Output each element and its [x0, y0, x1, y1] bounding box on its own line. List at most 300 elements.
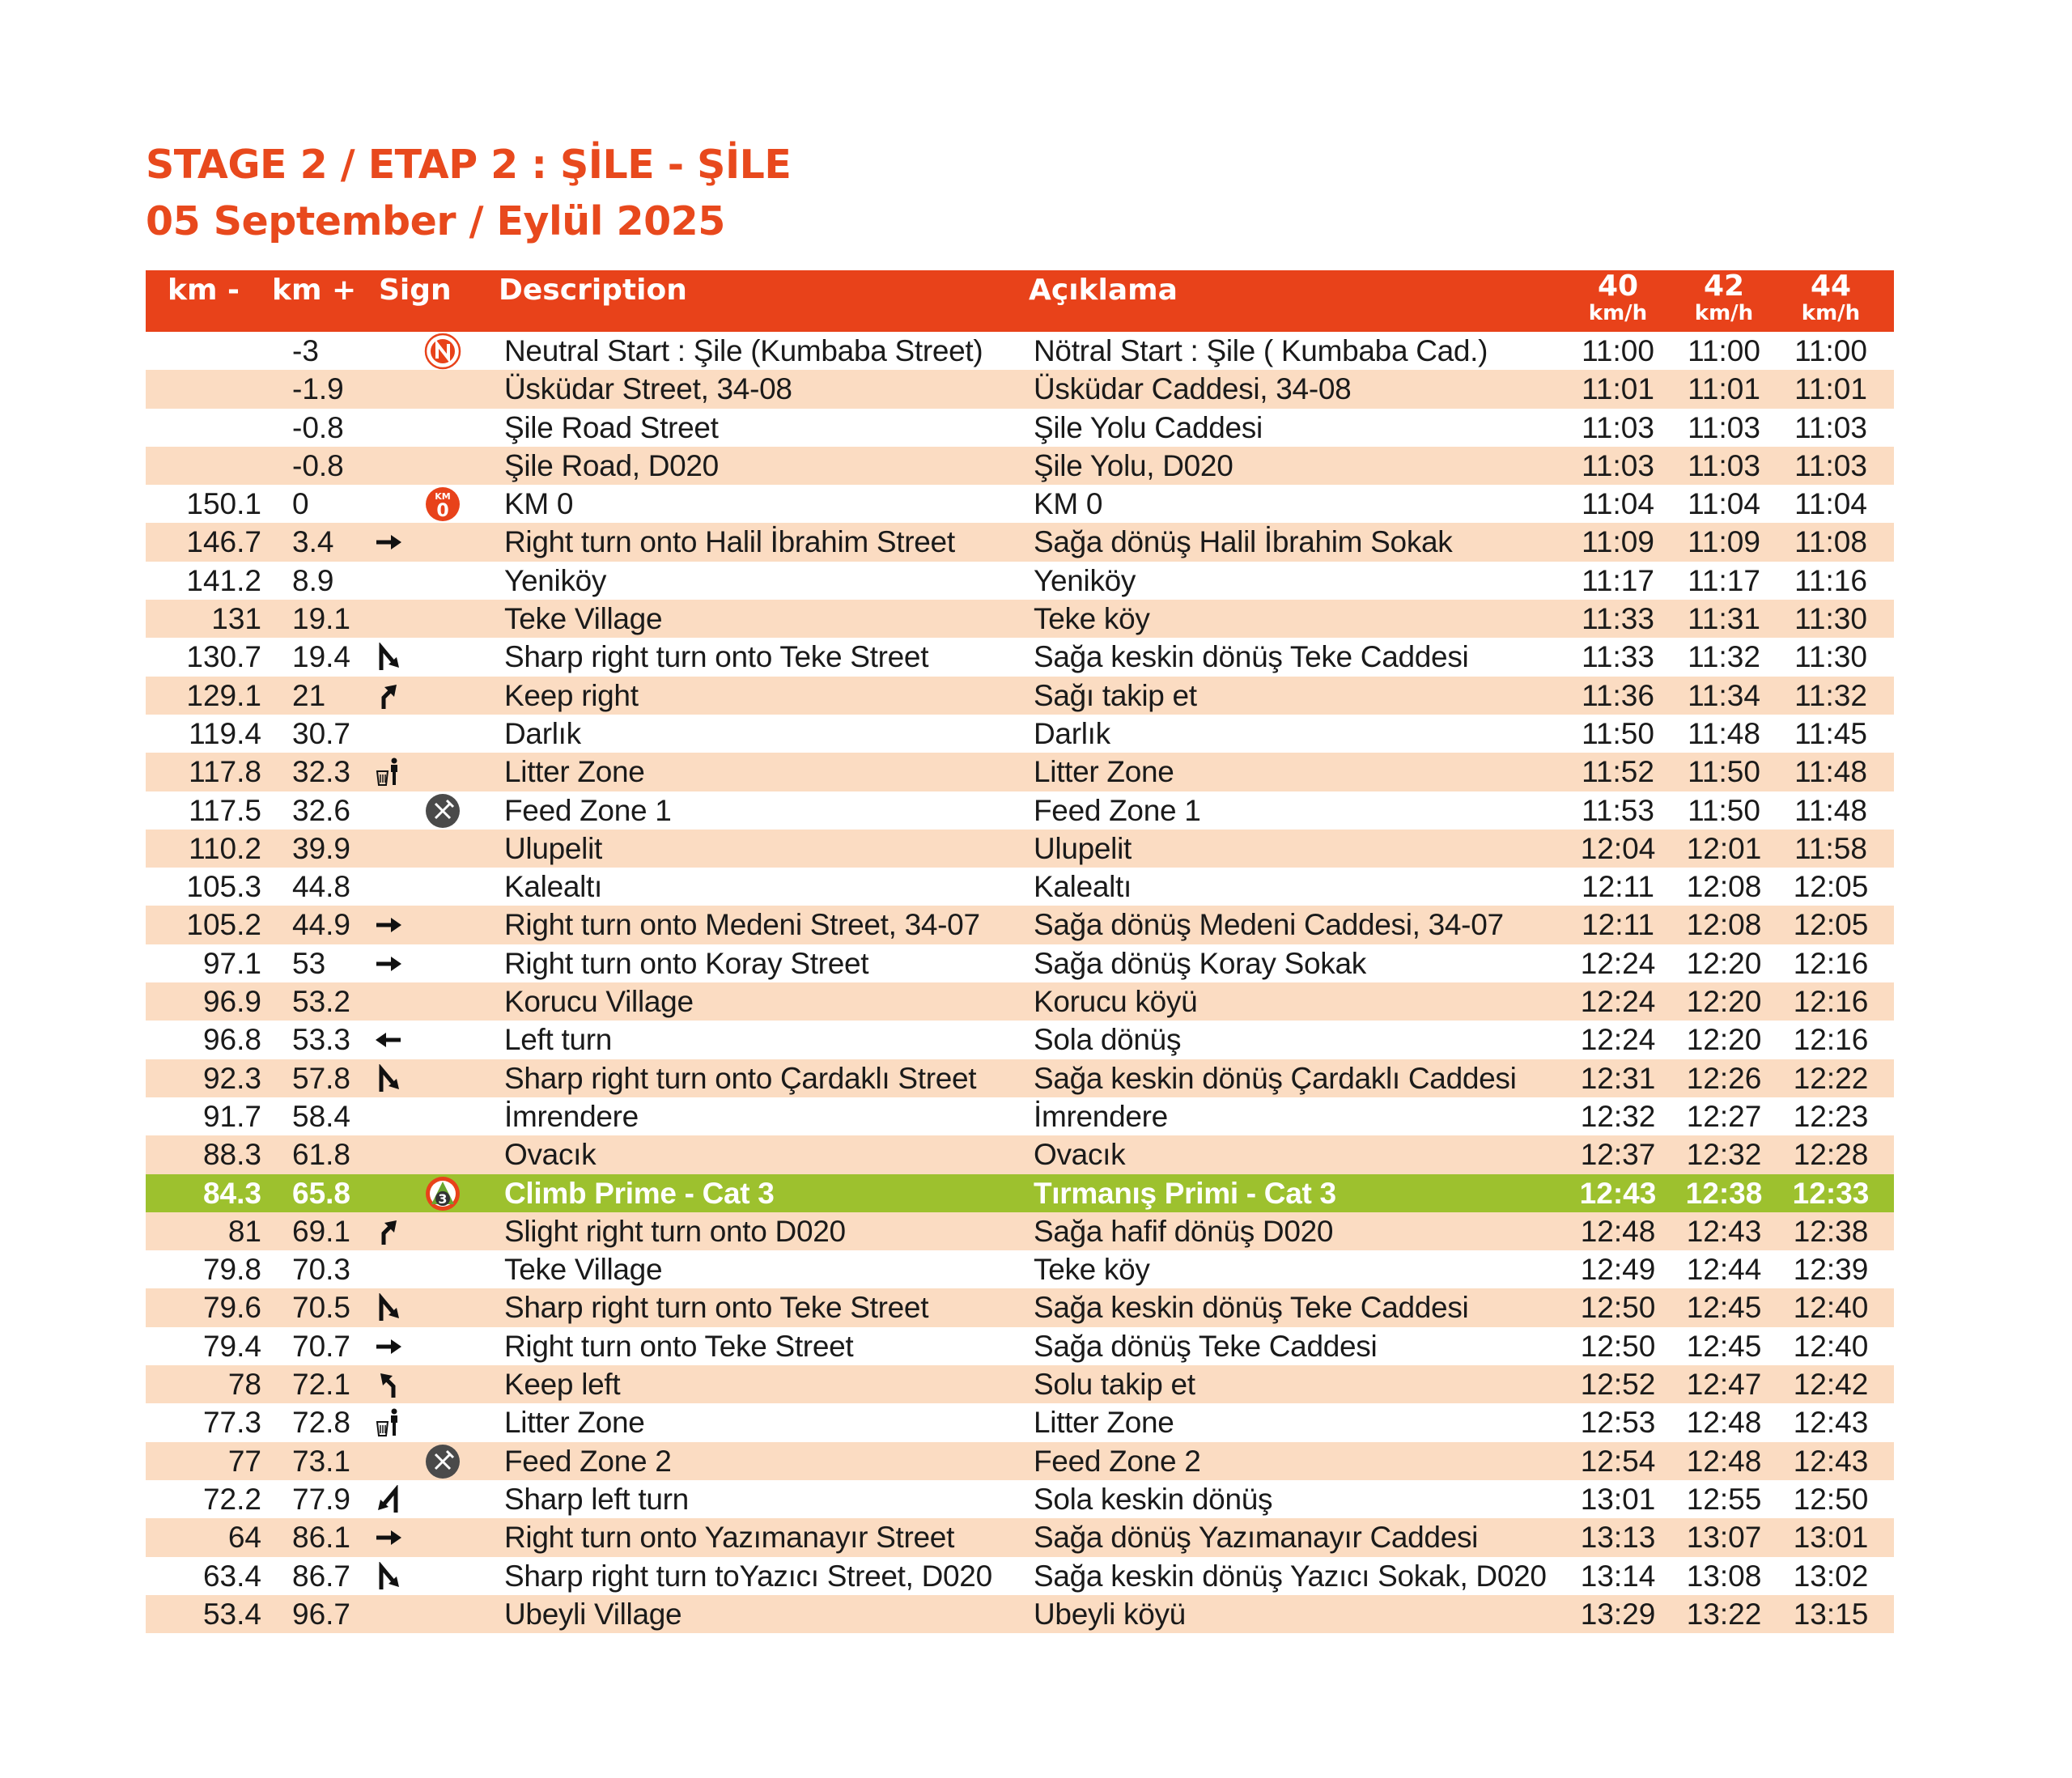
km-minus-cell: 91.7 [202, 1099, 261, 1133]
aciklama-cell: Sağa keskin dönüş Teke Caddesi [1034, 1291, 1469, 1325]
table-row [146, 1557, 1894, 1595]
sign-cell [374, 1518, 456, 1556]
header-speed-42 [1667, 269, 1781, 325]
sign-cell [374, 1403, 456, 1441]
time-44-cell: 12:38 [1793, 1214, 1869, 1248]
aciklama-cell: Teke köy [1034, 602, 1150, 636]
km-plus-cell: 32.6 [292, 793, 351, 827]
km-plus-cell: 8.9 [292, 563, 334, 597]
time-40-cell: 11:03 [1582, 410, 1654, 444]
table-row [146, 600, 1894, 638]
time-42-cell: 12:20 [1686, 985, 1762, 1019]
description-cell: Left turn [504, 1023, 613, 1057]
time-42-cell: 11:09 [1688, 525, 1760, 559]
km-plus-cell: 44.8 [292, 870, 351, 904]
time-40-cell: 12:11 [1582, 870, 1654, 904]
sign-cell [374, 332, 456, 370]
time-42-cell: 12:43 [1686, 1214, 1762, 1248]
description-cell: Yeniköy [504, 563, 607, 597]
km-minus-cell: 105.2 [186, 908, 261, 942]
aciklama-cell: Şile Yolu Caddesi [1034, 410, 1263, 444]
table-row [146, 830, 1894, 868]
aciklama-cell: Sağa keskin dönüş Çardaklı Caddesi [1034, 1061, 1517, 1095]
neutral-badge-icon [424, 333, 461, 370]
time-40-cell: 11:01 [1582, 372, 1654, 406]
km-plus-cell: -0.8 [292, 410, 344, 444]
sign-cell [374, 1327, 456, 1365]
time-40-cell: 12:24 [1580, 946, 1656, 980]
km-plus-cell: 86.7 [292, 1559, 351, 1593]
km-plus-cell: -3 [292, 334, 319, 367]
header-sign: Sign [379, 274, 452, 307]
time-40-cell: 13:01 [1580, 1482, 1656, 1516]
time-44-cell: 11:32 [1794, 678, 1867, 712]
time-40-cell: 13:14 [1580, 1559, 1656, 1593]
table-row [146, 677, 1894, 715]
sign-cell [374, 562, 456, 600]
time-44-cell: 12:43 [1793, 1444, 1869, 1478]
time-44-cell: 12:05 [1793, 908, 1869, 942]
km-minus-cell: 92.3 [202, 1061, 261, 1095]
aciklama-cell: Kalealtı [1034, 870, 1132, 904]
sharp-right-icon [374, 1064, 403, 1093]
km-minus-cell: 79.8 [202, 1253, 261, 1287]
sign-cell [374, 906, 456, 944]
aciklama-cell: Sağa dönüş Koray Sokak [1034, 946, 1366, 980]
km-plus-cell: 44.9 [292, 908, 351, 942]
description-cell: Slight right turn onto D020 [504, 1214, 846, 1248]
sign-cell [374, 753, 456, 791]
left-icon [374, 1025, 403, 1054]
table-body [146, 332, 1894, 1633]
keep-right-icon [374, 681, 403, 711]
table-row [146, 868, 1894, 906]
time-44-cell: 13:01 [1793, 1521, 1869, 1555]
description-cell: Sharp right turn onto Çardaklı Street [504, 1061, 977, 1095]
description-cell: Litter Zone [504, 1406, 645, 1440]
time-42-cell: 12:08 [1686, 908, 1762, 942]
aciklama-cell: KM 0 [1034, 487, 1103, 521]
sign-cell [374, 370, 456, 408]
sign-cell [374, 1557, 456, 1595]
table-row [146, 982, 1894, 1021]
table-row [146, 1212, 1894, 1250]
time-44-cell: 12:40 [1793, 1329, 1869, 1363]
km-plus-cell: 53.3 [292, 1023, 351, 1057]
time-40-cell: 13:13 [1580, 1521, 1656, 1555]
km-plus-cell: -1.9 [292, 372, 344, 406]
km-minus-cell: 130.7 [186, 640, 261, 674]
time-40-cell: 12:32 [1580, 1099, 1656, 1133]
time-44-cell: 13:15 [1793, 1597, 1869, 1631]
time-40-cell: 12:50 [1580, 1329, 1656, 1363]
km-plus-cell: 65.8 [292, 1176, 351, 1210]
sharp-right-icon [374, 643, 403, 672]
table-row [146, 944, 1894, 982]
time-42-cell: 12:20 [1686, 1023, 1762, 1057]
time-44-cell: 12:50 [1793, 1482, 1869, 1516]
sign-cell [374, 868, 456, 906]
km-minus-cell: 97.1 [202, 946, 261, 980]
km-plus-cell: 32.3 [292, 755, 351, 789]
itinerary-table [146, 270, 1894, 1633]
time-42-cell: 12:32 [1686, 1138, 1762, 1172]
aciklama-cell: Sağa keskin dönüş Teke Caddesi [1034, 640, 1469, 674]
sign-cell [374, 1135, 456, 1173]
sign-cell [374, 1097, 456, 1135]
aciklama-cell: Sağı takip et [1034, 678, 1197, 712]
table-row [146, 1403, 1894, 1441]
speed-value: 40 [1597, 269, 1639, 303]
description-cell: Neutral Start : Şile (Kumbaba Street) [504, 334, 983, 367]
right-icon [374, 1523, 403, 1552]
time-44-cell: 11:30 [1794, 602, 1867, 636]
time-40-cell: 11:00 [1582, 334, 1654, 367]
header-speed-40 [1561, 269, 1675, 325]
time-44-cell: 11:48 [1794, 755, 1867, 789]
aciklama-cell: Ovacık [1034, 1138, 1126, 1172]
time-42-cell: 12:45 [1686, 1329, 1762, 1363]
table-row [146, 370, 1894, 408]
km-minus-cell: 53.4 [202, 1597, 261, 1631]
table-row [146, 1442, 1894, 1480]
right-icon [374, 949, 403, 978]
time-40-cell: 12:31 [1580, 1061, 1656, 1095]
time-40-cell: 12:49 [1580, 1253, 1656, 1287]
sign-cell [374, 791, 456, 830]
table-row [146, 562, 1894, 600]
aciklama-cell: Teke köy [1034, 1253, 1150, 1287]
stage-date: 05 September / Eylül 2025 [146, 198, 725, 244]
time-44-cell: 13:02 [1793, 1559, 1869, 1593]
aciklama-cell: Üsküdar Caddesi, 34-08 [1034, 372, 1352, 406]
keep-right-icon [374, 1217, 403, 1246]
sign-cell [374, 447, 456, 485]
right-icon [374, 1332, 403, 1361]
description-cell: Climb Prime - Cat 3 [504, 1176, 775, 1210]
table-row [146, 1480, 1894, 1518]
table-row [146, 1021, 1894, 1059]
km-minus-cell: 79.4 [202, 1329, 261, 1363]
table-row [146, 638, 1894, 676]
description-cell: Şile Road Street [504, 410, 719, 444]
time-44-cell: 12:16 [1793, 1023, 1869, 1057]
description-cell: Korucu Village [504, 985, 694, 1019]
description-cell: Sharp right turn onto Teke Street [504, 1291, 929, 1325]
table-row [146, 1327, 1894, 1365]
climb-badge-icon [424, 1175, 461, 1212]
description-cell: Teke Village [504, 602, 663, 636]
time-40-cell: 11:50 [1582, 716, 1654, 750]
time-42-cell: 11:32 [1688, 640, 1760, 674]
km-minus-cell: 131 [211, 602, 261, 636]
aciklama-cell: Litter Zone [1034, 1406, 1174, 1440]
aciklama-cell: Korucu köyü [1034, 985, 1198, 1019]
time-44-cell: 11:58 [1794, 831, 1867, 865]
time-44-cell: 12:39 [1793, 1253, 1869, 1287]
time-44-cell: 11:16 [1794, 563, 1867, 597]
km-minus-cell: 84.3 [202, 1176, 261, 1210]
time-40-cell: 12:24 [1580, 985, 1656, 1019]
km-minus-cell: 96.9 [202, 985, 261, 1019]
km-plus-cell: 70.3 [292, 1253, 351, 1287]
time-42-cell: 11:03 [1688, 410, 1760, 444]
sharp-right-icon [374, 1293, 403, 1322]
time-40-cell: 12:37 [1580, 1138, 1656, 1172]
sharp-left-icon [374, 1485, 403, 1514]
km-plus-cell: 53.2 [292, 985, 351, 1019]
sign-cell [374, 1021, 456, 1059]
speed-unit: km/h [1801, 301, 1861, 325]
speed-value: 42 [1703, 269, 1745, 303]
km-plus-cell: 19.1 [292, 602, 351, 636]
description-cell: Right turn onto Teke Street [504, 1329, 854, 1363]
litter-icon [374, 757, 403, 787]
time-44-cell: 12:16 [1793, 946, 1869, 980]
sign-cell [374, 1212, 456, 1250]
aciklama-cell: Feed Zone 2 [1034, 1444, 1201, 1478]
km-plus-cell: 73.1 [292, 1444, 351, 1478]
time-44-cell: 12:42 [1793, 1368, 1869, 1402]
time-44-cell: 12:16 [1793, 985, 1869, 1019]
time-40-cell: 12:43 [1579, 1176, 1657, 1210]
table-row [146, 715, 1894, 753]
time-40-cell: 12:53 [1580, 1406, 1656, 1440]
time-42-cell: 12:48 [1686, 1406, 1762, 1440]
header-speed-44 [1774, 269, 1887, 325]
description-cell: Right turn onto Medeni Street, 34-07 [504, 908, 980, 942]
km-plus-cell: 58.4 [292, 1099, 351, 1133]
time-42-cell: 11:48 [1688, 716, 1760, 750]
time-42-cell: 11:17 [1688, 563, 1760, 597]
table-row [146, 753, 1894, 791]
aciklama-cell: Sağa dönüş Teke Caddesi [1034, 1329, 1378, 1363]
time-42-cell: 11:00 [1688, 334, 1760, 367]
time-40-cell: 12:11 [1582, 908, 1654, 942]
table-row [146, 409, 1894, 447]
aciklama-cell: Nötral Start : Şile ( Kumbaba Cad.) [1034, 334, 1488, 367]
time-40-cell: 11:17 [1582, 563, 1654, 597]
description-cell: Right turn onto Yazımanayır Street [504, 1521, 955, 1555]
description-cell: Şile Road, D020 [504, 448, 719, 482]
table-row-climb [146, 1174, 1894, 1212]
km-plus-cell: 57.8 [292, 1061, 351, 1095]
time-44-cell: 11:08 [1794, 525, 1867, 559]
km-minus-cell: 141.2 [186, 563, 261, 597]
km-minus-cell: 150.1 [186, 487, 261, 521]
description-cell: KM 0 [504, 487, 574, 521]
table-row [146, 1135, 1894, 1173]
time-44-cell: 12:40 [1793, 1291, 1869, 1325]
time-42-cell: 12:48 [1686, 1444, 1762, 1478]
sign-cell [374, 830, 456, 868]
aciklama-cell: Sola dönüş [1034, 1023, 1182, 1057]
aciklama-cell: Sağa dönüş Halil İbrahim Sokak [1034, 525, 1453, 559]
aciklama-cell: Tırmanış Primi - Cat 3 [1034, 1176, 1336, 1210]
header-description: Description [499, 274, 687, 307]
km-minus-cell: 110.2 [189, 831, 261, 865]
aciklama-cell: İmrendere [1034, 1099, 1168, 1133]
description-cell: Ovacık [504, 1138, 597, 1172]
km-minus-cell: 64 [227, 1521, 261, 1555]
time-44-cell: 11:04 [1794, 487, 1867, 521]
time-40-cell: 11:09 [1582, 525, 1654, 559]
time-44-cell: 12:05 [1793, 870, 1869, 904]
time-42-cell: 11:04 [1688, 487, 1760, 521]
sign-cell [374, 944, 456, 982]
km-minus-cell: 96.8 [202, 1023, 261, 1057]
km-minus-cell: 81 [227, 1214, 261, 1248]
km-minus-cell: 88.3 [202, 1138, 261, 1172]
km-plus-cell: 77.9 [292, 1482, 351, 1516]
sign-cell [374, 1174, 456, 1212]
km-minus-cell: 129.1 [186, 678, 261, 712]
time-42-cell: 12:38 [1685, 1176, 1763, 1210]
km-plus-cell: 21 [292, 678, 326, 712]
sign-cell [374, 1059, 456, 1097]
km-minus-cell: 77.3 [202, 1406, 261, 1440]
time-42-cell: 12:26 [1686, 1061, 1762, 1095]
description-cell: Right turn onto Halil İbrahim Street [504, 525, 955, 559]
time-40-cell: 11:03 [1582, 448, 1654, 482]
header-aciklama: Açıklama [1029, 274, 1178, 307]
description-cell: Üsküdar Street, 34-08 [504, 372, 792, 406]
feed-badge-icon [424, 1443, 461, 1480]
time-44-cell: 11:03 [1794, 410, 1867, 444]
time-44-cell: 12:33 [1792, 1176, 1870, 1210]
km-minus-cell: 117.8 [189, 755, 261, 789]
sign-cell [374, 1365, 456, 1403]
time-40-cell: 12:54 [1580, 1444, 1656, 1478]
time-40-cell: 12:52 [1580, 1368, 1656, 1402]
aciklama-cell: Sağa hafif dönüş D020 [1034, 1214, 1334, 1248]
table-row [146, 447, 1894, 485]
km-plus-cell: 72.8 [292, 1406, 351, 1440]
time-44-cell: 11:30 [1794, 640, 1867, 674]
header-km-plus: km + [272, 274, 357, 307]
time-42-cell: 13:08 [1686, 1559, 1762, 1593]
aciklama-cell: Ulupelit [1034, 831, 1132, 865]
table-row [146, 332, 1894, 370]
description-cell: Feed Zone 1 [504, 793, 672, 827]
table-row [146, 1250, 1894, 1288]
time-44-cell: 11:48 [1794, 793, 1867, 827]
right-icon [374, 528, 403, 557]
aciklama-cell: Feed Zone 1 [1034, 793, 1201, 827]
table-header [146, 270, 1894, 332]
speed-unit: km/h [1588, 301, 1648, 325]
km0-badge-icon [424, 486, 461, 523]
time-42-cell: 12:47 [1686, 1368, 1762, 1402]
km-minus-cell: 105.3 [186, 870, 261, 904]
time-44-cell: 12:28 [1793, 1138, 1869, 1172]
aciklama-cell: Litter Zone [1034, 755, 1174, 789]
keep-left-icon [374, 1370, 403, 1399]
description-cell: Keep left [504, 1368, 621, 1402]
description-cell: Litter Zone [504, 755, 645, 789]
description-cell: Keep right [504, 678, 639, 712]
time-42-cell: 13:07 [1686, 1521, 1762, 1555]
right-icon [374, 910, 403, 940]
speed-unit: km/h [1694, 301, 1754, 325]
km-plus-cell: 61.8 [292, 1138, 351, 1172]
km-plus-cell: 39.9 [292, 831, 351, 865]
time-40-cell: 12:50 [1580, 1291, 1656, 1325]
km-minus-cell: 119.4 [189, 716, 261, 750]
time-42-cell: 11:34 [1688, 678, 1760, 712]
time-44-cell: 11:00 [1794, 334, 1867, 367]
time-44-cell: 12:22 [1793, 1061, 1869, 1095]
time-42-cell: 12:45 [1686, 1291, 1762, 1325]
aciklama-cell: Yeniköy [1034, 563, 1136, 597]
time-44-cell: 12:43 [1793, 1406, 1869, 1440]
sign-cell [374, 1480, 456, 1518]
time-44-cell: 12:23 [1793, 1099, 1869, 1133]
km-plus-cell: 30.7 [292, 716, 351, 750]
sign-cell [374, 409, 456, 447]
time-42-cell: 13:22 [1686, 1597, 1762, 1631]
time-42-cell: 11:01 [1688, 372, 1760, 406]
km-plus-cell: 70.7 [292, 1329, 351, 1363]
km0-label: KM [435, 491, 451, 503]
description-cell: Sharp left turn [504, 1482, 689, 1516]
time-42-cell: 12:01 [1686, 831, 1762, 865]
time-40-cell: 11:52 [1582, 755, 1654, 789]
table-row [146, 791, 1894, 830]
table-row [146, 485, 1894, 523]
sign-cell [374, 523, 456, 561]
aciklama-cell: Solu takip et [1034, 1368, 1195, 1402]
sign-cell [374, 982, 456, 1021]
description-cell: İmrendere [504, 1099, 639, 1133]
description-cell: Kalealtı [504, 870, 603, 904]
aciklama-cell: Ubeyli köyü [1034, 1597, 1186, 1631]
aciklama-cell: Şile Yolu, D020 [1034, 448, 1233, 482]
litter-icon [374, 1408, 403, 1437]
stage-title: STAGE 2 / ETAP 2 : ŞİLE - ŞİLE [146, 142, 792, 188]
table-row [146, 1288, 1894, 1326]
table-row [146, 1595, 1894, 1633]
time-40-cell: 13:29 [1580, 1597, 1656, 1631]
km-plus-cell: 69.1 [292, 1214, 351, 1248]
aciklama-cell: Sola keskin dönüş [1034, 1482, 1273, 1516]
time-42-cell: 12:27 [1686, 1099, 1762, 1133]
sign-cell [374, 715, 456, 753]
table-row [146, 1059, 1894, 1097]
time-42-cell: 11:50 [1688, 793, 1760, 827]
time-42-cell: 12:20 [1686, 946, 1762, 980]
description-cell: Darlık [504, 716, 581, 750]
aciklama-cell: Darlık [1034, 716, 1110, 750]
km-plus-cell: -0.8 [292, 448, 344, 482]
table-row [146, 906, 1894, 944]
sign-cell [374, 600, 456, 638]
sign-cell [374, 677, 456, 715]
time-42-cell: 12:55 [1686, 1482, 1762, 1516]
time-44-cell: 11:45 [1794, 716, 1867, 750]
sign-cell [374, 1288, 456, 1326]
km-plus-cell: 96.7 [292, 1597, 351, 1631]
description-cell: Teke Village [504, 1253, 663, 1287]
table-row [146, 1365, 1894, 1403]
aciklama-cell: Sağa dönüş Medeni Caddesi, 34-07 [1034, 908, 1504, 942]
table-row [146, 1097, 1894, 1135]
sign-cell [374, 638, 456, 676]
description-cell: Ulupelit [504, 831, 602, 865]
climb-category: 3 [438, 1190, 448, 1207]
km-minus-cell: 77 [227, 1444, 261, 1478]
km-minus-cell: 78 [227, 1368, 261, 1402]
